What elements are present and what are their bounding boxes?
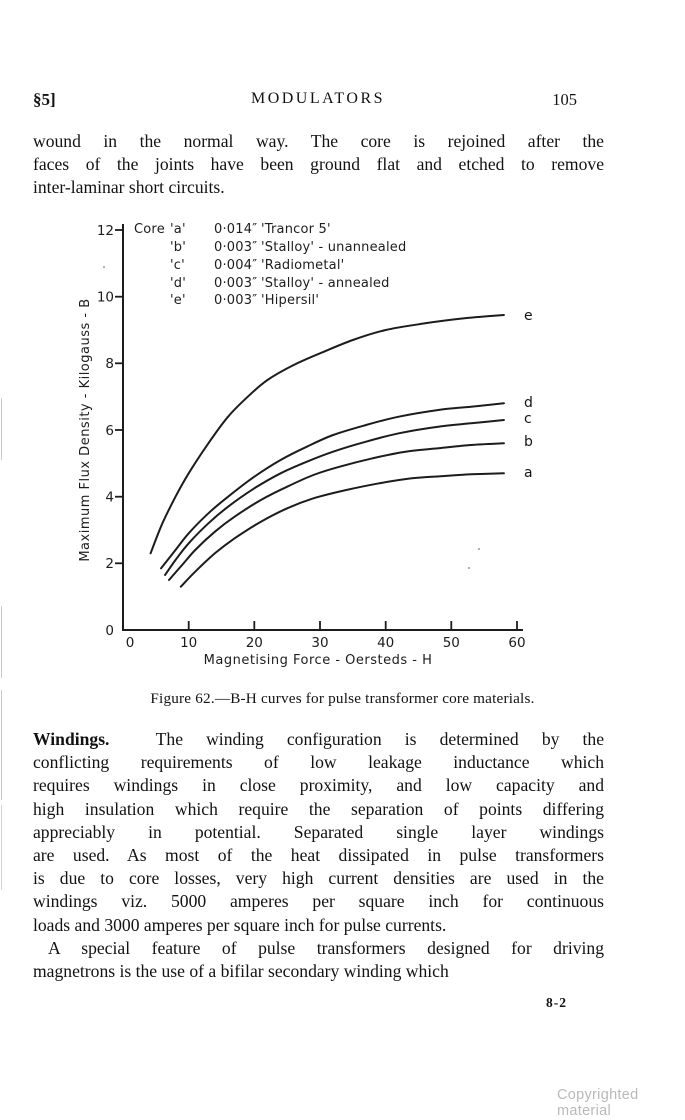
figure-caption: Figure 62.—B-H curves for pulse transformer core materials.	[150, 690, 535, 707]
legend-prefix: Core	[134, 222, 165, 237]
legend-curve-id: 'b'	[170, 240, 186, 255]
text-line: are used. As most of the heat dissipated in pulse transformers	[33, 845, 604, 866]
curve-d	[161, 403, 504, 568]
text-line: is due to core losses, very high current densities are used in the	[33, 868, 604, 889]
legend-thickness: 0·003″	[214, 293, 258, 308]
legend-thickness: 0·003″	[214, 276, 258, 291]
bh-curves-figure	[72, 212, 602, 682]
y-axis-ticks	[115, 230, 123, 563]
legend-material: 'Stalloy' - unannealed	[261, 240, 407, 255]
curve-label-e: e	[524, 308, 533, 324]
legend-thickness: 0·004″	[214, 258, 258, 273]
text-line: A special feature of pulse transformers designed for driving	[48, 937, 604, 958]
section-mark: §5]	[33, 90, 56, 109]
x-tick-label: 20	[245, 635, 263, 651]
y-tick-label: 6	[105, 423, 114, 439]
page-edge-artifact	[1, 398, 2, 460]
y-tick-label: 0	[105, 623, 114, 639]
text-line: requires windings in close proximity, and low capacity and	[33, 775, 604, 796]
y-axis-title: Maximum Flux Density - Kilogauss - B	[78, 298, 93, 562]
text-line-rest: The winding configuration is determined by the	[155, 729, 605, 749]
legend-material: 'Trancor 5'	[261, 222, 331, 237]
legend-curve-id: 'c'	[170, 258, 185, 273]
curve-label-b: b	[524, 434, 533, 450]
x-tick-label: 30	[311, 635, 329, 651]
x-tick-label: 50	[442, 635, 460, 651]
legend-thickness: 0·014″	[214, 222, 258, 237]
text-line: windings viz. 5000 amperes per square inch for continuous	[33, 891, 604, 912]
curve-end-labels	[524, 308, 533, 481]
curve-label-c: c	[524, 411, 532, 427]
text-line: faces of the joints have been ground flat and etched to remove	[33, 154, 604, 175]
legend-curve-id: 'd'	[170, 276, 186, 291]
text-line: high insulation which require the separation of points differing	[33, 798, 604, 819]
x-axis-title: Magnetising Force - Oersteds - H	[203, 653, 433, 668]
paragraph-windings	[33, 728, 604, 983]
text-line: magnetrons is the use of a bifilar secondary winding which	[33, 961, 449, 982]
curve-label-a: a	[524, 465, 533, 481]
curve-label-d: d	[524, 395, 533, 411]
page-header	[33, 90, 603, 112]
curve-b	[169, 443, 504, 580]
legend-thickness: 0·003″	[214, 240, 258, 255]
signature-mark: 8-2	[546, 995, 567, 1010]
text-line	[33, 728, 604, 751]
curve-a	[181, 473, 504, 586]
legend-material: 'Stalloy' - annealed	[261, 276, 390, 291]
x-tick-label: 10	[180, 635, 198, 651]
legend-material: 'Radiometal'	[261, 258, 345, 273]
legend-material: 'Hipersil'	[261, 293, 320, 308]
text-line: appreciably in potential. Separated single layer windings	[33, 821, 604, 842]
y-tick-label: 10	[96, 289, 114, 306]
x-tick-label: 60	[508, 635, 526, 651]
y-tick-label: 2	[105, 556, 114, 572]
legend-curve-id: 'e'	[170, 293, 186, 308]
y-tick-label: 12	[96, 223, 114, 239]
page-number: 105	[552, 90, 577, 109]
x-tick-label: 0	[125, 635, 135, 651]
text-line: wound in the normal way. The core is rejoined after the	[33, 131, 604, 151]
y-tick-labels	[97, 223, 114, 639]
text-line: loads and 3000 amperes per square inch for pulse currents.	[33, 914, 447, 935]
paragraph-lead: Windings.	[33, 729, 110, 749]
page-edge-artifact	[1, 690, 2, 800]
y-tick-label: 8	[105, 356, 114, 372]
copyright-watermark: Copyrighted material	[557, 1087, 639, 1119]
text-line: conflicting requirements of low leakage inductance which	[33, 752, 604, 773]
text-line: inter-laminar short circuits.	[33, 177, 225, 198]
x-tick-labels	[126, 635, 526, 651]
page-edge-artifact	[1, 606, 2, 678]
page-edge-artifact	[1, 805, 2, 890]
legend-curve-id: 'a'	[170, 222, 186, 237]
bh-curves	[151, 315, 504, 587]
running-title: MODULATORS	[250, 90, 386, 107]
y-tick-label: 4	[105, 489, 114, 506]
paragraph-core-joints	[33, 130, 604, 200]
x-tick-label: 40	[377, 635, 395, 651]
